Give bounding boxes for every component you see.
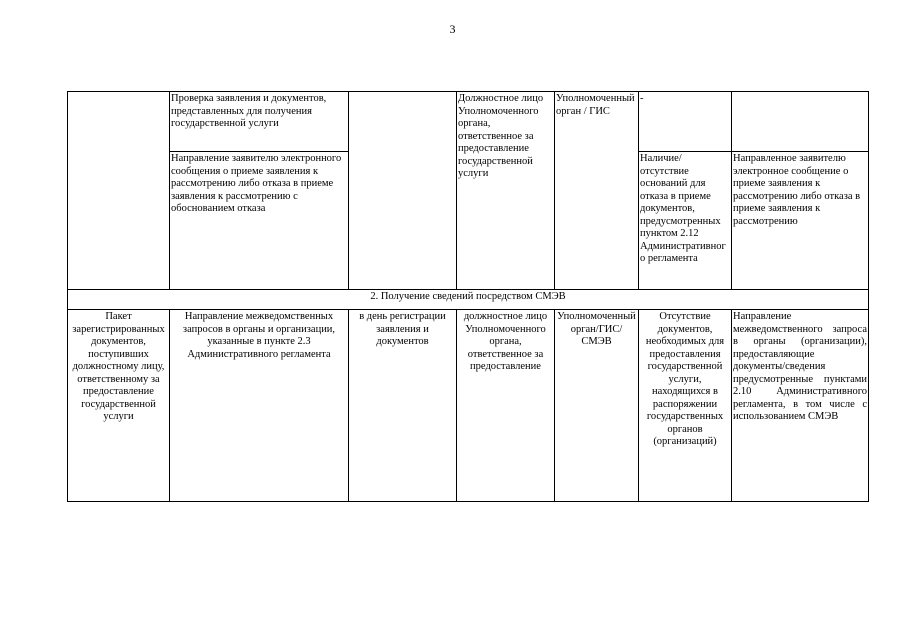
term-cell: в день регистрации заявления и документов	[349, 310, 457, 502]
table-row	[68, 92, 869, 152]
result-cell-empty	[732, 92, 869, 152]
criteria-cell: Наличие/отсутствие оснований для отказа в приеме документов, предусмотренных пунктом 2.12 Административного регламента	[639, 152, 732, 290]
term-cell-empty	[349, 92, 457, 290]
system-cell: Уполномоченный орган/ГИС/ СМЭВ	[555, 310, 639, 502]
basis-cell: Пакет зарегистрированных документов, поступивших должностному лицу, ответственному за предоставление государственной услуги	[68, 310, 170, 502]
official-cell: должностное лицо Уполномоченного органа, ответственное за предоставление	[457, 310, 555, 502]
table-row	[68, 290, 869, 310]
table-row	[68, 310, 869, 502]
action-cell: Направление межведомственных запросов в органы и организации, указанные в пункте 2.3 Административного регламента	[170, 310, 349, 502]
section-title: 2. Получение сведений посредством СМЭВ	[68, 290, 869, 310]
basis-cell-empty	[68, 92, 170, 290]
result-cell: Направленное заявителю электронное сообщение о приеме заявления к рассмотрению либо отказа в приеме заявления к рассмотрению	[732, 152, 869, 290]
criteria-cell: Отсутствие документов, необходимых для предоставления государственной услуги, находящихся в распоряжении государственных органов (организаций)	[639, 310, 732, 502]
step-notify-cell: Направление заявителю электронного сообщения о приеме заявления к рассмотрению либо отказа в приеме заявления к рассмотрению с обоснованием отказа	[170, 152, 349, 290]
criteria-dash-cell: -	[639, 92, 732, 152]
page-number: 3	[449, 22, 456, 36]
system-cell: Уполномоченный орган / ГИС	[555, 92, 639, 290]
step-check-cell: Проверка заявления и документов, представленных для получения государственной услуги	[170, 92, 349, 152]
official-cell: Должностное лицо Уполномоченного органа, ответственное за предоставление государственной услуги	[457, 92, 555, 290]
procedure-table	[67, 91, 869, 502]
result-cell: Направление межведомственного запроса в органы (организации), предоставляющие документы/сведения предусмотренные пунктами 2.10 Административного регламента, в том числе с использованием СМЭВ	[732, 310, 869, 502]
